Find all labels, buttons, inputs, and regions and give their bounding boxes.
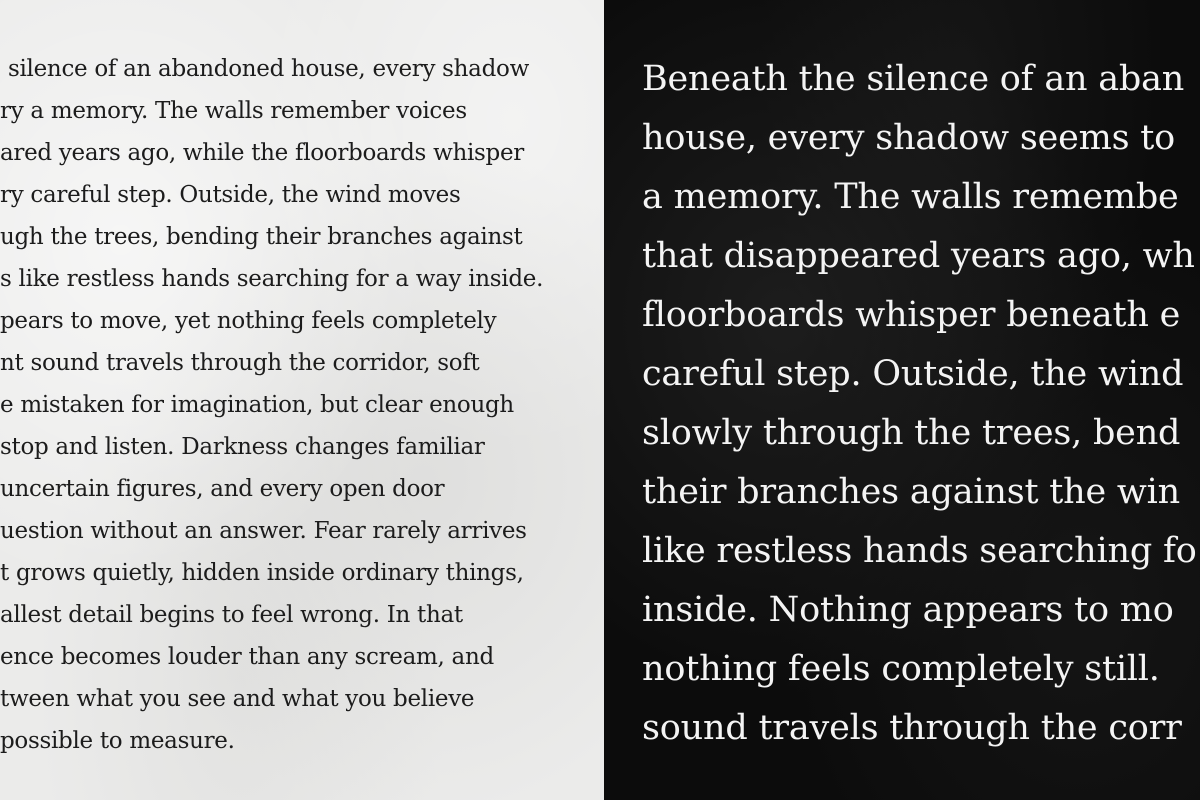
right-line-6: careful step. Outside, the wind: [642, 354, 1184, 394]
left-line-15: ence becomes louder than any scream, and: [0, 644, 494, 670]
left-line-9: e mistaken for imagination, but clear enough: [0, 392, 514, 418]
left-line-7: pears to move, yet nothing feels completely: [0, 308, 497, 334]
left-line-1: silence of an abandoned house, every shadow: [8, 56, 529, 82]
left-line-5: ugh the trees, bending their branches against: [0, 224, 523, 250]
dark-text-panel: [604, 0, 1200, 800]
right-line-10: inside. Nothing appears to mo: [642, 590, 1174, 630]
left-line-2: ry a memory. The walls remember voices: [0, 98, 467, 124]
left-line-6: s like restless hands searching for a way inside.: [0, 266, 544, 292]
right-line-12: sound travels through the corr: [642, 708, 1182, 748]
right-line-1: Beneath the silence of an aban: [642, 59, 1185, 99]
right-line-2: house, every shadow seems to: [642, 118, 1176, 158]
left-line-11: uncertain figures, and every open door: [0, 476, 445, 502]
right-line-5: floorboards whisper beneath e: [642, 295, 1181, 335]
left-line-16: tween what you see and what you believe: [0, 686, 475, 712]
left-line-14: allest detail begins to feel wrong. In that: [0, 602, 463, 628]
right-line-8: their branches against the win: [642, 472, 1181, 512]
right-line-7: slowly through the trees, bend: [642, 413, 1181, 453]
left-line-17: possible to measure.: [0, 728, 235, 754]
left-line-10: stop and listen. Darkness changes familiar: [0, 434, 485, 460]
left-line-3: ared years ago, while the floorboards whisper: [0, 140, 524, 166]
right-line-4: that disappeared years ago, wh: [642, 236, 1195, 276]
left-line-13: t grows quietly, hidden inside ordinary things,: [0, 560, 524, 586]
right-line-11: nothing feels completely still.: [642, 649, 1160, 689]
left-line-8: nt sound travels through the corridor, soft: [0, 350, 480, 376]
left-line-4: ry careful step. Outside, the wind moves: [0, 182, 461, 208]
left-line-12: uestion without an answer. Fear rarely arrives: [0, 518, 527, 544]
right-line-9: like restless hands searching fo: [642, 531, 1197, 571]
right-line-3: a memory. The walls remembe: [642, 177, 1179, 217]
